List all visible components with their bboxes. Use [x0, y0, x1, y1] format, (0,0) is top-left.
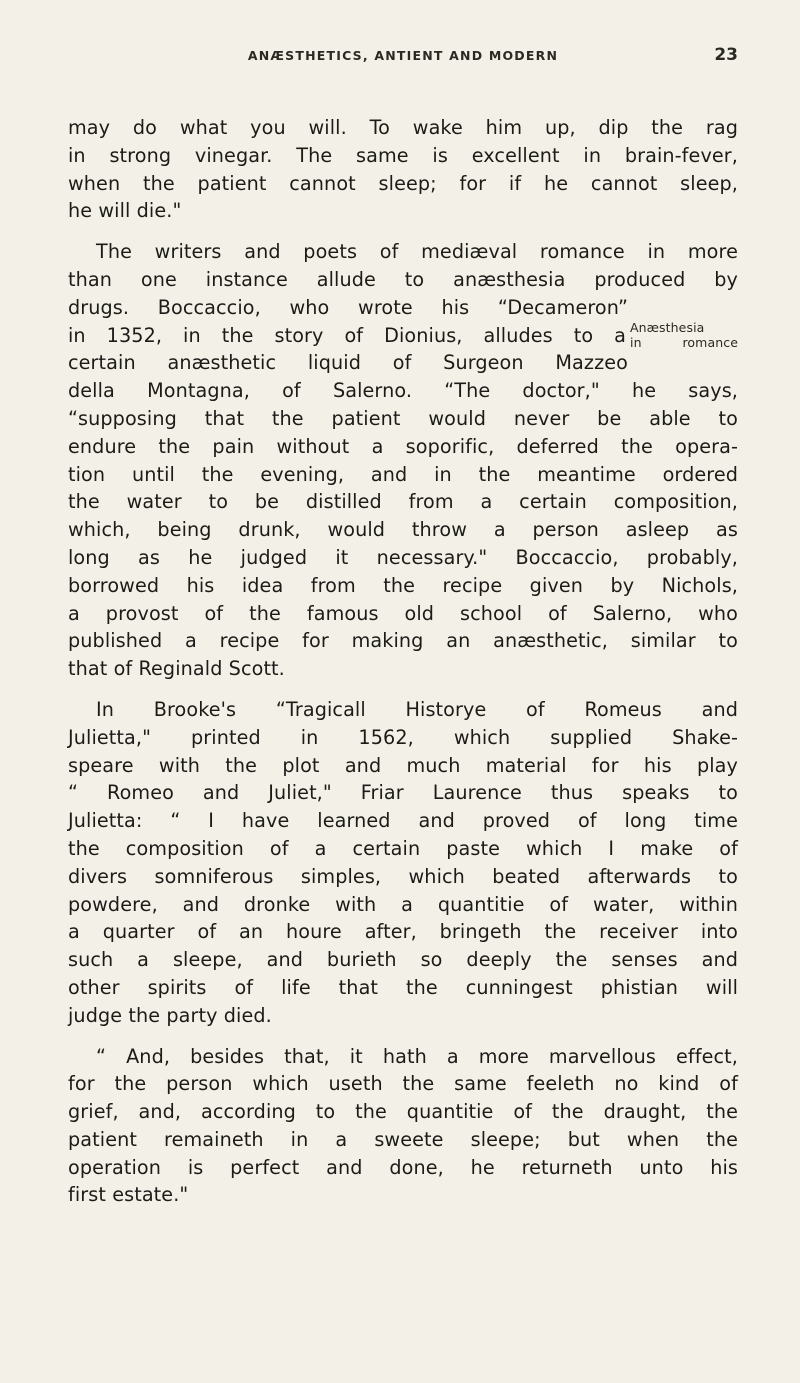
- text-line: endure the pain without a soporific, deferred the opera-: [68, 434, 738, 458]
- text-line: “ Romeo and Juliet," Friar Laurence thus speaks to: [68, 781, 738, 805]
- text-line: long as he judged it necessary." Boccaccio, probably,: [68, 545, 738, 569]
- text-line: divers somniferous simples, which beated afterwards to: [68, 864, 738, 888]
- text-line: than one instance allude to anæsthesia produced by: [68, 267, 738, 291]
- text-line: the water to be distilled from a certain composition,: [68, 490, 738, 514]
- text-line: “ And, besides that, it hath a more marvellous effect,: [96, 1044, 738, 1068]
- text-line: patient remaineth in a sweete sleepe; but when the: [68, 1127, 738, 1151]
- text-line: judge the party died.: [68, 1003, 272, 1027]
- text-line: Julietta: “ I have learned and proved of long time: [68, 809, 738, 833]
- text-line: certain anæsthetic liquid of Surgeon Mazzeo: [68, 351, 628, 375]
- text-line: In Brooke's “Tragicall Historye of Romeus and: [96, 697, 738, 721]
- text-line: borrowed his idea from the recipe given by Nichols,: [68, 573, 738, 597]
- text-line: tion until the evening, and in the meantime ordered: [68, 462, 738, 486]
- paragraph-4: [68, 1043, 738, 1210]
- text-line: “supposing that the patient would never be able to: [68, 406, 738, 430]
- text-line: other spirits of life that the cunningest phistian will: [68, 975, 738, 999]
- text-line: in 1352, in the story of Dionius, alludes to a: [68, 323, 626, 347]
- margin-note-line-1: Anæsthesia: [630, 319, 705, 335]
- margin-note-line-2: in romance: [630, 334, 738, 350]
- text-line: first estate.": [68, 1183, 189, 1207]
- text-line: the composition of a certain paste which I make of: [68, 836, 738, 860]
- text-line: published a recipe for making an anæsthetic, similar to: [68, 629, 738, 653]
- body-text: [68, 114, 738, 1222]
- text-line: The writers and poets of mediæval romance in more: [96, 240, 738, 264]
- paragraph-3: [68, 696, 738, 1030]
- text-line: operation is perfect and done, he returneth unto his: [68, 1155, 738, 1179]
- text-line: may do what you will. To wake him up, dip the rag: [68, 116, 738, 139]
- text-line-with-margin-note: [68, 319, 738, 350]
- text-line: which, being drunk, would throw a person asleep as: [68, 518, 738, 542]
- running-header: [68, 45, 738, 70]
- running-title: ANÆSTHETICS, ANTIENT AND MODERN: [247, 48, 559, 63]
- text-line: such a sleepe, and burieth so deeply the senses and: [68, 948, 738, 972]
- margin-note: [630, 320, 738, 350]
- text-line: he will die.": [68, 199, 182, 223]
- text-line: drugs. Boccaccio, who wrote his “Decameron”: [68, 295, 628, 319]
- text-line: della Montagna, of Salerno. “The doctor," he says,: [68, 379, 738, 403]
- text-line: in strong vinegar. The same is excellent in brain-fever,: [68, 143, 738, 167]
- text-line: speare with the plot and much material for his play: [68, 753, 738, 777]
- text-line: powdere, and dronke with a quantitie of water, within: [68, 892, 738, 916]
- text-line: Julietta," printed in 1562, which supplied Shake-: [68, 725, 738, 749]
- paragraph-1: [68, 114, 738, 225]
- page-number: 23: [714, 45, 738, 65]
- text-line: when the patient cannot sleep; for if he cannot sleep,: [68, 171, 738, 195]
- text-line: a quarter of an houre after, bringeth the receiver into: [68, 920, 738, 944]
- text-line: a provost of the famous old school of Salerno, who: [68, 601, 738, 625]
- text-line: for the person which useth the same feeleth no kind of: [68, 1072, 738, 1096]
- text-line: grief, and, according to the quantitie of the draught, the: [68, 1100, 738, 1124]
- paragraph-2: [68, 238, 738, 683]
- text-line: that of Reginald Scott.: [68, 657, 285, 681]
